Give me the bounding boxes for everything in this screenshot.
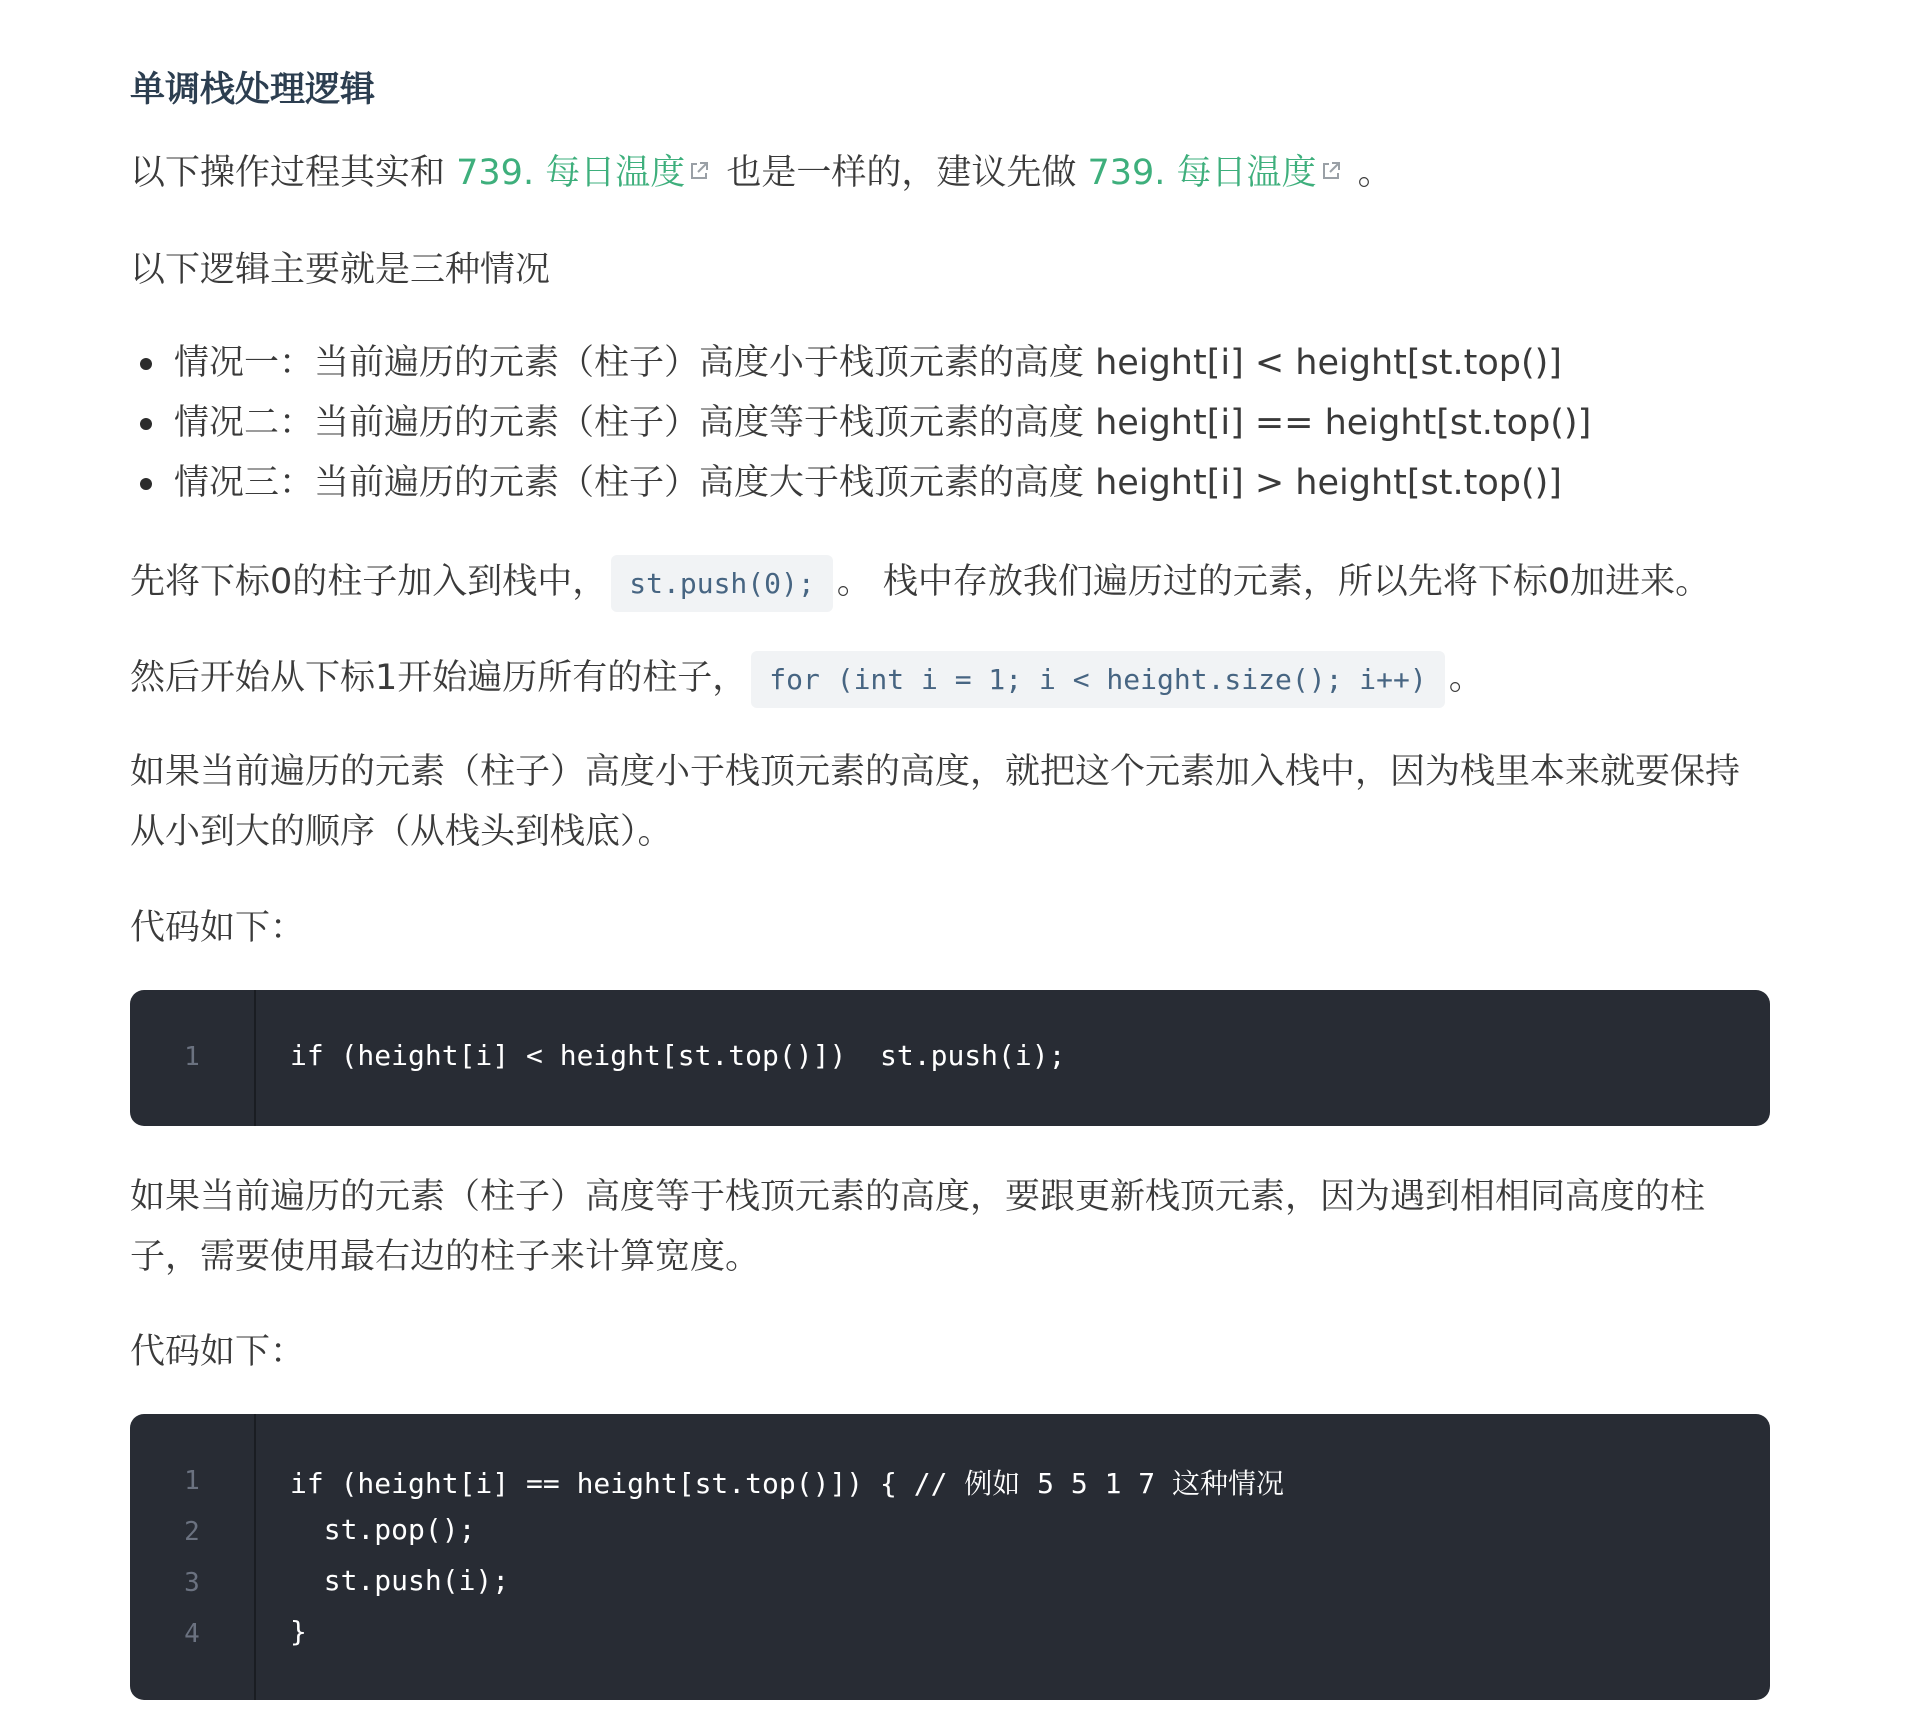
inline-code-loop: for (int i = 1; i < height.size(); i++) [751, 651, 1444, 708]
less-paragraph-line-2: 从小到大的顺序（从栈头到栈底）。 [130, 812, 673, 852]
bullet-icon [140, 478, 152, 490]
bullet-icon [140, 418, 152, 430]
intro-text-after: 。 [1346, 153, 1393, 193]
list-item [130, 393, 1591, 453]
list-item [130, 333, 1591, 393]
push-paragraph [130, 552, 1710, 614]
daily-temperatures-link-1[interactable] [456, 153, 715, 193]
code-line: st.pop(); [290, 1513, 476, 1546]
line-number: 2 [184, 1517, 200, 1547]
link-label: 739. 每日温度 [1087, 153, 1317, 193]
code-line: if (height[i] == height[st.top()]) { // 例如 5 5 1 7 这种情况 [290, 1467, 1285, 1500]
link-label: 739. 每日温度 [456, 153, 686, 193]
bullet-icon [140, 358, 152, 370]
push-text-after: 。 栈中存放我们遍历过的元素，所以先将下标0加进来。 [836, 562, 1711, 602]
section-heading: 单调栈处理逻辑 [130, 70, 376, 110]
less-paragraph-line-1: 如果当前遍历的元素（柱子）高度小于栈顶元素的高度，就把这个元素加入栈中，因为栈里本来就要保持 [130, 752, 1741, 792]
case-text: 情况二：当前遍历的元素（柱子）高度等于栈顶元素的高度 height[i] == height[st.top()] [174, 403, 1592, 443]
cases-intro: 以下逻辑主要就是三种情况 [130, 250, 551, 290]
code-label: 代码如下： [130, 908, 306, 948]
loop-paragraph [130, 648, 1484, 710]
code-label: 代码如下： [130, 1332, 306, 1372]
equal-paragraph-line-2: 子，需要使用最右边的柱子来计算宽度。 [130, 1237, 761, 1277]
line-number: 1 [184, 1466, 200, 1496]
line-number-gutter [130, 1414, 256, 1700]
intro-paragraph [130, 143, 1393, 203]
case-text: 情况一：当前遍历的元素（柱子）高度小于栈顶元素的高度 height[i] < height[st.top()] [174, 343, 1562, 383]
push-text-before: 先将下标0的柱子加入到栈中， [130, 562, 608, 602]
inline-code-push: st.push(0); [611, 555, 832, 612]
external-link-icon [1321, 161, 1341, 181]
loop-text-after: 。 [1448, 658, 1484, 698]
loop-text-before: 然后开始从下标1开始遍历所有的柱子， [130, 658, 748, 698]
daily-temperatures-link-2[interactable] [1087, 153, 1346, 193]
code-line: } [290, 1615, 307, 1648]
cases-list [130, 333, 1591, 513]
line-number: 3 [184, 1568, 200, 1598]
external-link-icon [689, 161, 709, 181]
equal-paragraph-line-1: 如果当前遍历的元素（柱子）高度等于栈顶元素的高度，要跟更新栈顶元素，因为遇到相相同高度的柱 [130, 1177, 1706, 1217]
code-block-1 [130, 990, 1770, 1126]
code-line: st.push(i); [290, 1564, 510, 1597]
line-number: 1 [184, 1042, 200, 1072]
intro-text-before: 以下操作过程其实和 [130, 153, 457, 193]
code-block-2 [130, 1414, 1770, 1700]
case-text: 情况三：当前遍历的元素（柱子）高度大于栈顶元素的高度 height[i] > height[st.top()] [174, 463, 1562, 503]
intro-text-middle: 也是一样的，建议先做 [715, 153, 1088, 193]
list-item [130, 453, 1591, 513]
code-line: if (height[i] < height[st.top()]) st.push(i); [290, 1039, 1066, 1072]
line-number: 4 [184, 1619, 200, 1649]
